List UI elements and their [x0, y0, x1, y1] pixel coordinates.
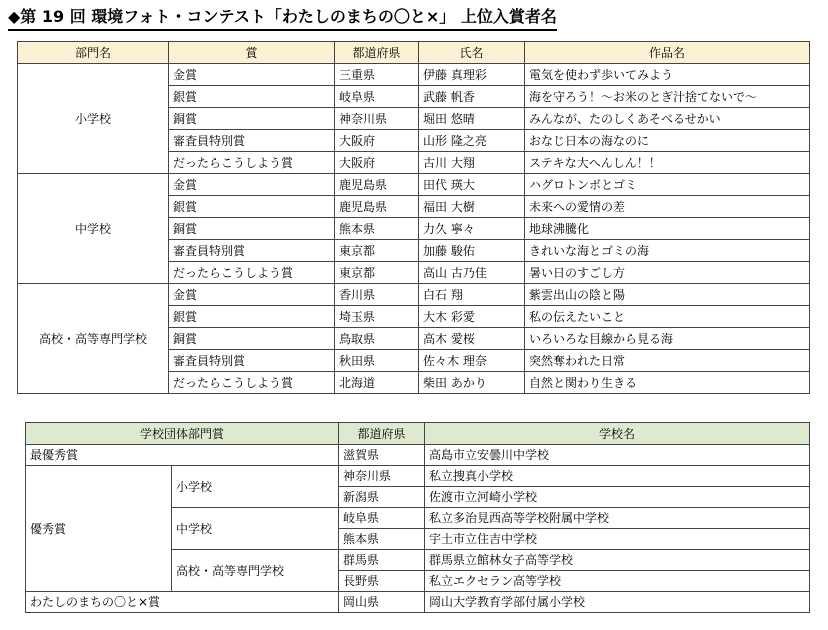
- name-cell: 力久 寧々: [419, 218, 525, 240]
- prefecture-cell: 東京都: [335, 262, 419, 284]
- name-cell: 白石 翔: [419, 284, 525, 306]
- work-cell: 電気を使わず歩いてみよう: [525, 64, 810, 86]
- header-award: 賞: [169, 42, 335, 64]
- header-division: 部門名: [18, 42, 169, 64]
- award-cell: 審査員特別賞: [169, 240, 335, 262]
- work-cell: 紫雲出山の陰と陽: [525, 284, 810, 306]
- name-cell: 佐々木 理奈: [419, 350, 525, 372]
- work-cell: 未来への愛情の差: [525, 196, 810, 218]
- name-cell: 加藤 駿佑: [419, 240, 525, 262]
- school-cell: 私立エクセラン高等学校: [425, 571, 810, 592]
- award-cell: 銅賞: [169, 108, 335, 130]
- school-awards-table: [25, 422, 810, 613]
- table-header-row: [26, 423, 810, 445]
- prefecture-cell: 熊本県: [339, 529, 425, 550]
- award-cell: 銀賞: [169, 86, 335, 108]
- prefecture-cell: 東京都: [335, 240, 419, 262]
- prefecture-cell: 岡山県: [339, 592, 425, 613]
- school-cell: 佐渡市立河崎小学校: [425, 487, 810, 508]
- award-cell: 審査員特別賞: [169, 350, 335, 372]
- table-header-row: [18, 42, 810, 64]
- header-work: 作品名: [525, 42, 810, 64]
- name-cell: 古川 大翔: [419, 152, 525, 174]
- school-cell: 群馬県立館林女子高等学校: [425, 550, 810, 571]
- division-cell: 中学校: [18, 174, 169, 284]
- award-cell: だったらこうしよう賞: [169, 152, 335, 174]
- award-cell: 金賞: [169, 284, 335, 306]
- prefecture-cell: 群馬県: [339, 550, 425, 571]
- prefecture-cell: 神奈川県: [339, 466, 425, 487]
- table-row: [18, 284, 810, 306]
- work-cell: みんなが、たのしくあそべるせかい: [525, 108, 810, 130]
- name-cell: 田代 瑛大: [419, 174, 525, 196]
- work-cell: ハグロトンボとゴミ: [525, 174, 810, 196]
- name-cell: 山形 隆之亮: [419, 130, 525, 152]
- award-cell: 金賞: [169, 64, 335, 86]
- table-row: [26, 466, 810, 487]
- name-cell: 堀田 悠晴: [419, 108, 525, 130]
- work-cell: 海を守ろう！～お米のとぎ汁捨てないで～: [525, 86, 810, 108]
- division-cell: 中学校: [172, 508, 339, 550]
- prefecture-cell: 長野県: [339, 571, 425, 592]
- school-cell: 宇土市立住吉中学校: [425, 529, 810, 550]
- prefecture-cell: 北海道: [335, 372, 419, 394]
- award-cell: 銅賞: [169, 218, 335, 240]
- school-cell: 岡山大学教育学部付属小学校: [425, 592, 810, 613]
- award-cell: だったらこうしよう賞: [169, 372, 335, 394]
- school-cell: 私立多治見西高等学校附属中学校: [425, 508, 810, 529]
- name-cell: 伊藤 真理彩: [419, 64, 525, 86]
- table-row: [26, 445, 810, 466]
- work-cell: 私の伝えたいこと: [525, 306, 810, 328]
- prefecture-cell: 秋田県: [335, 350, 419, 372]
- division-cell: 小学校: [172, 466, 339, 508]
- table-row: [18, 64, 810, 86]
- prefecture-cell: 大阪府: [335, 130, 419, 152]
- page-title: ◆第 19 回 環境フォト・コンテスト「わたしのまちの〇と×」 上位入賞者名: [8, 6, 557, 31]
- prefecture-cell: 香川県: [335, 284, 419, 306]
- prefecture-cell: 三重県: [335, 64, 419, 86]
- award-cell: 金賞: [169, 174, 335, 196]
- name-cell: 武藤 帆香: [419, 86, 525, 108]
- division-cell: 高校・高等専門学校: [172, 550, 339, 592]
- name-cell: 高木 愛桜: [419, 328, 525, 350]
- school-cell: 私立捜真小学校: [425, 466, 810, 487]
- name-cell: 高山 古乃佳: [419, 262, 525, 284]
- prefecture-cell: 熊本県: [335, 218, 419, 240]
- prefecture-cell: 鹿児島県: [335, 196, 419, 218]
- prefecture-cell: 鳥取県: [335, 328, 419, 350]
- prefecture-cell: 岐阜県: [335, 86, 419, 108]
- work-cell: 突然奪われた日常: [525, 350, 810, 372]
- award-cell: 銅賞: [169, 328, 335, 350]
- award-cell: だったらこうしよう賞: [169, 262, 335, 284]
- award-cell: 審査員特別賞: [169, 130, 335, 152]
- table-row: [26, 592, 810, 613]
- prefecture-cell: 大阪府: [335, 152, 419, 174]
- division-cell: 小学校: [18, 64, 169, 174]
- award-cell: 最優秀賞: [26, 445, 339, 466]
- work-cell: きれいな海とゴミの海: [525, 240, 810, 262]
- award-cell: 優秀賞: [26, 466, 172, 592]
- name-cell: 大木 彩愛: [419, 306, 525, 328]
- award-cell: 銀賞: [169, 196, 335, 218]
- work-cell: 暑い日のすごし方: [525, 262, 810, 284]
- header-name: 氏名: [419, 42, 525, 64]
- table-row: [18, 174, 810, 196]
- work-cell: 自然と関わり生きる: [525, 372, 810, 394]
- prefecture-cell: 神奈川県: [335, 108, 419, 130]
- header-prefecture: 都道府県: [335, 42, 419, 64]
- prefecture-cell: 滋賀県: [339, 445, 425, 466]
- prefecture-cell: 埼玉県: [335, 306, 419, 328]
- division-cell: 高校・高等専門学校: [18, 284, 169, 394]
- prefecture-cell: 岐阜県: [339, 508, 425, 529]
- prefecture-cell: 鹿児島県: [335, 174, 419, 196]
- header-prefecture: 都道府県: [339, 423, 425, 445]
- school-cell: 高島市立安曇川中学校: [425, 445, 810, 466]
- name-cell: 福田 大樹: [419, 196, 525, 218]
- header-school-name: 学校名: [425, 423, 810, 445]
- name-cell: 柴田 あかり: [419, 372, 525, 394]
- work-cell: おなじ日本の海なのに: [525, 130, 810, 152]
- prefecture-cell: 新潟県: [339, 487, 425, 508]
- header-school-award: 学校団体部門賞: [26, 423, 339, 445]
- award-cell: 銀賞: [169, 306, 335, 328]
- work-cell: ステキな大へんしん！！: [525, 152, 810, 174]
- work-cell: 地球沸騰化: [525, 218, 810, 240]
- work-cell: いろいろな目線から見る海: [525, 328, 810, 350]
- award-cell: わたしのまちの〇と×賞: [26, 592, 339, 613]
- individual-winners-table: [17, 41, 810, 394]
